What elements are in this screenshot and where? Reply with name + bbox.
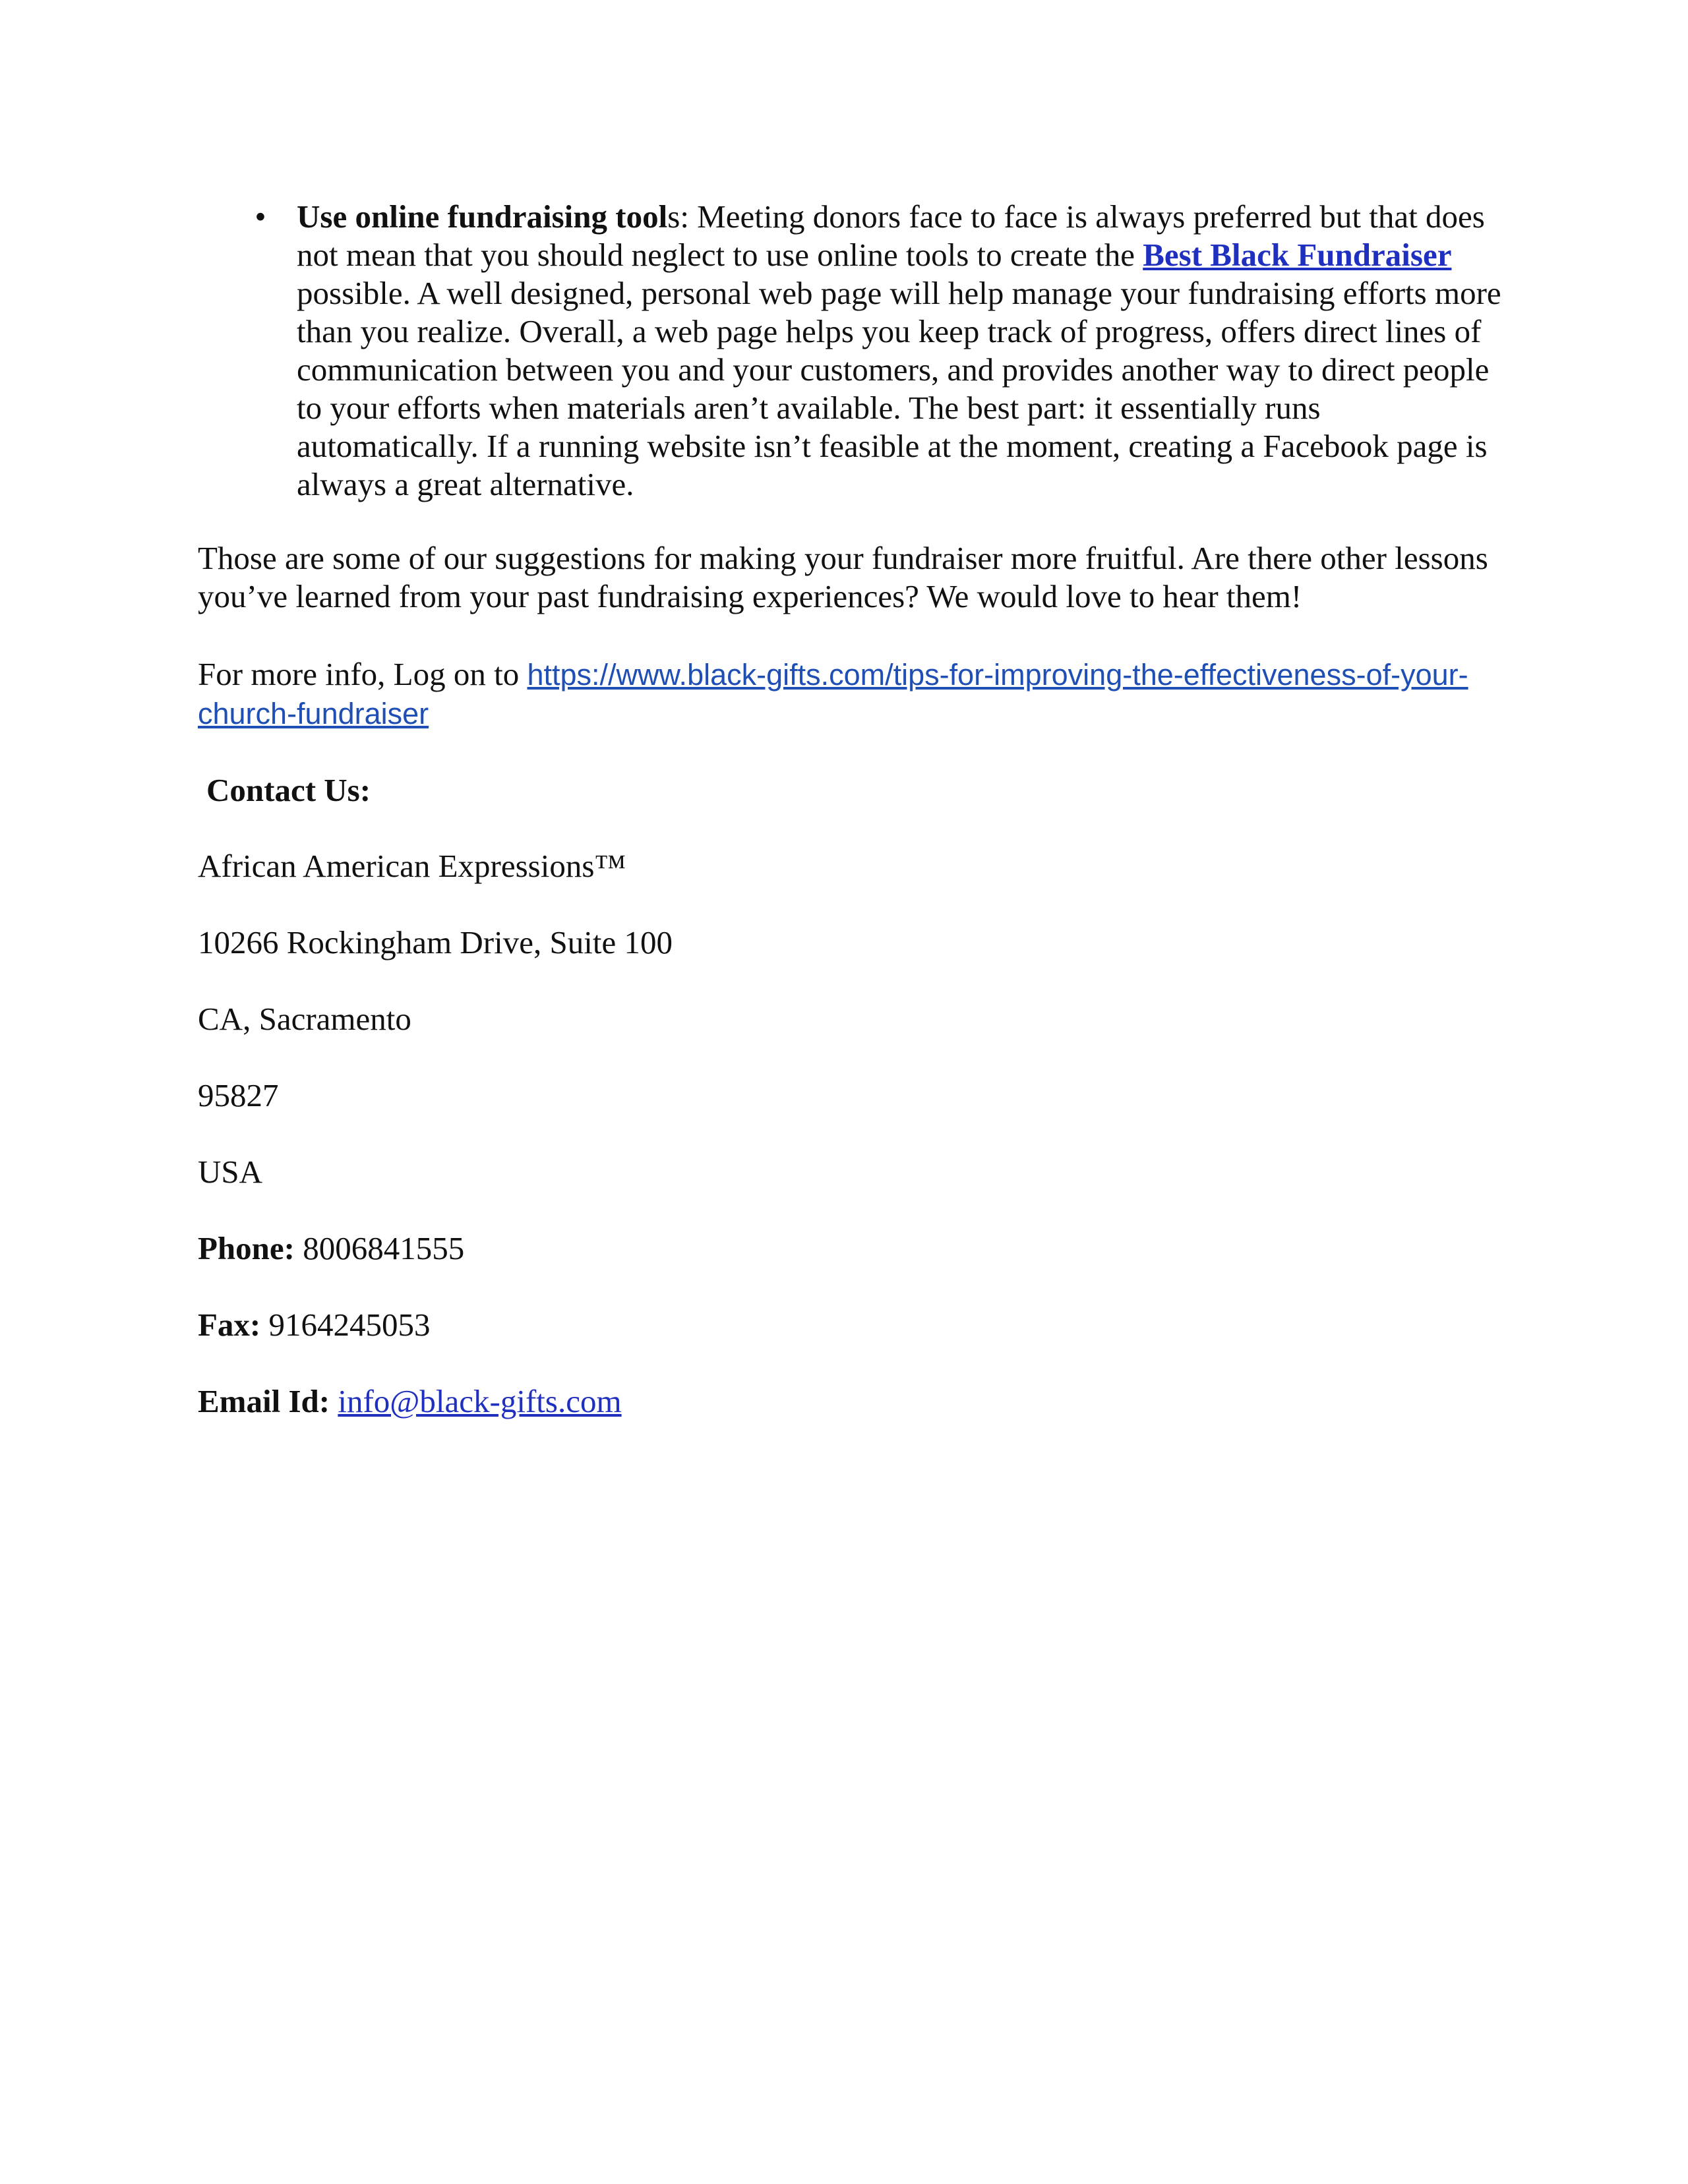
- contact-heading: Contact Us:: [206, 772, 371, 808]
- best-black-fundraiser-link[interactable]: Best Black Fundraiser: [1143, 237, 1452, 273]
- contact-zip: 95827: [198, 1077, 279, 1113]
- fax-value: 9164245053: [260, 1307, 431, 1343]
- more-info-url-link[interactable]: https://www.black-gifts.com/tips-for-improving-the-effectiveness-of-your-church-fundraiser: [198, 658, 1468, 730]
- email-label: Email Id:: [198, 1383, 330, 1419]
- contact-country: USA: [198, 1154, 263, 1190]
- phone-label: Phone:: [198, 1230, 295, 1266]
- bullet-title-tail: s: [667, 198, 680, 235]
- more-info-prefix: For more info, Log on to: [198, 656, 528, 692]
- fax-label: Fax:: [198, 1307, 261, 1343]
- contact-company: African American Expressions™: [198, 848, 626, 884]
- contact-city: CA, Sacramento: [198, 1001, 411, 1037]
- bullet-text-after-link: possible. A well designed, personal web page will help manage your fundraising efforts more than you realize. Overall, a web page helps you keep track of progress, offers direct lines of communication between you and your customers, and provides another way to direct people to your efforts when materials aren’t available. The best part: it essentially runs automatically. If a running website isn’t feasible at the moment, creating a Facebook page is always a great alternative.: [297, 275, 1501, 502]
- email-link[interactable]: info@black-gifts.com: [338, 1383, 622, 1419]
- contact-street: 10266 Rockingham Drive, Suite 100: [198, 924, 673, 960]
- bullet-text-before-link: : Meeting donors face to face is always preferred but that does not mean that you should neglect to use online tools to create the: [297, 198, 1485, 273]
- more-info-paragraph: [198, 655, 1490, 733]
- phone-value: 8006841555: [295, 1230, 465, 1266]
- bullet-list-item: [247, 198, 1507, 504]
- summary-paragraph: Those are some of our suggestions for making your fundraiser more fruitful. Are there other lessons you’ve learned from your past fundraising experiences? We would love to hear them!: [198, 540, 1488, 614]
- bullet-paragraph: [297, 198, 1503, 504]
- contact-email: [198, 1382, 1490, 1421]
- bullet-dot-icon: •: [255, 198, 266, 235]
- contact-fax: [198, 1306, 1490, 1344]
- bullet-title: Use online fundraising tool: [297, 198, 668, 235]
- contact-phone: [198, 1229, 1490, 1268]
